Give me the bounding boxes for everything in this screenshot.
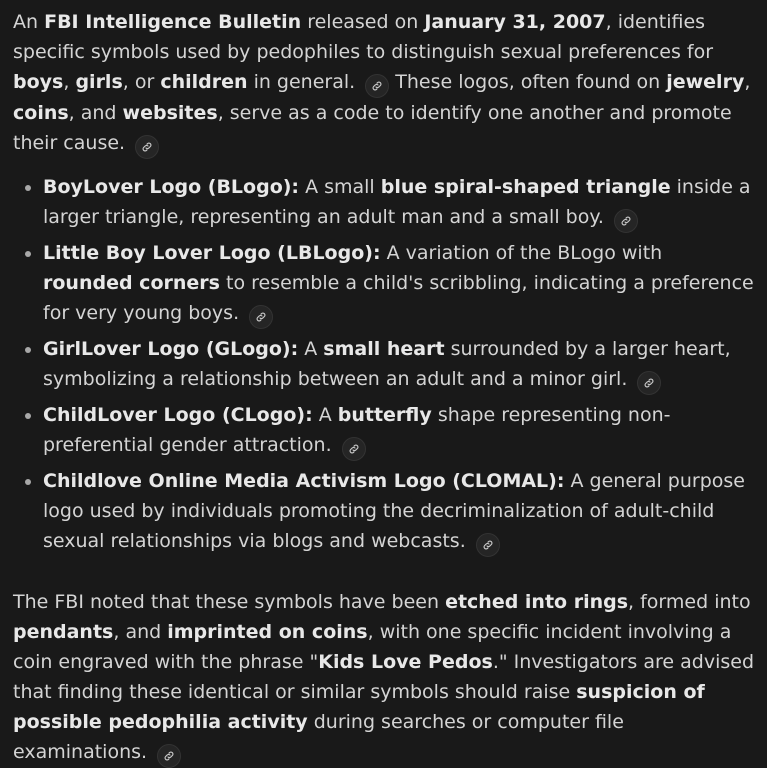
list-item (43, 238, 755, 329)
outro-text: during searches or computer file examinations. (13, 711, 624, 763)
list-item-label: ChildLover Logo (CLogo): (43, 404, 313, 426)
list-item-label: GirlLover Logo (GLogo): (43, 338, 299, 360)
citation-link-button[interactable] (157, 744, 181, 768)
list-item-text: A (298, 338, 324, 360)
bold-text: blue spiral-shaped triangle (380, 176, 671, 198)
list-item (43, 400, 755, 461)
link-icon (141, 141, 153, 153)
citation-link-button[interactable] (476, 533, 500, 557)
list-item-text: A small (299, 176, 381, 198)
link-icon (482, 539, 494, 551)
bold-text: jewelry (666, 71, 745, 93)
bold-text: children (160, 71, 248, 93)
intro-text: released on (301, 11, 425, 33)
outro-text: , formed into (628, 591, 751, 613)
intro-text: An (13, 11, 45, 33)
citation-link-button[interactable] (135, 135, 159, 159)
bold-text: coins (13, 102, 69, 124)
intro-text: in general. (247, 71, 362, 93)
logo-list (13, 172, 755, 557)
bold-text: rounded corners (43, 272, 220, 294)
list-item-text: surrounded by a larger heart, symbolizing a relationship between an adult and a minor girl. (43, 338, 731, 390)
bold-text: pendants (13, 621, 114, 643)
list-item-text: A (312, 404, 338, 426)
outro-text: ." Investigators are advised that finding these identical or similar symbols should raise (13, 651, 755, 703)
citation-link-button[interactable] (614, 209, 638, 233)
outro-text: , and (113, 621, 168, 643)
intro-text: , serve as a code to identify one another and promote their cause. (13, 102, 732, 154)
link-icon (255, 311, 267, 323)
bold-text: January 31, 2007 (424, 11, 606, 33)
citation-link-button[interactable] (342, 437, 366, 461)
intro-text: These logos, often found on (389, 71, 667, 93)
link-icon (371, 80, 383, 92)
list-item-label: BoyLover Logo (BLogo): (43, 176, 300, 198)
list-item-label: Childlove Online Media Activism Logo (CLOMAL): (43, 470, 565, 492)
intro-text: , and (68, 102, 123, 124)
outro-text: , with one specific incident involving a coin engraved with the phrase " (13, 621, 732, 673)
list-item (43, 466, 755, 557)
link-icon (620, 215, 632, 227)
bold-text: Kids Love Pedos (318, 651, 493, 673)
bold-text: small heart (323, 338, 445, 360)
intro-paragraph (13, 7, 755, 159)
list-item (43, 334, 755, 395)
intro-text: , (63, 71, 76, 93)
list-item-text: inside a larger triangle, representing an adult man and a small boy. (43, 176, 751, 228)
bold-text: suspicion of possible pedophilia activity (13, 681, 705, 733)
list-item-text: shape representing non-preferential gender attraction. (43, 404, 671, 456)
list-item (43, 172, 755, 233)
outro-paragraph (13, 587, 755, 768)
citation-link-button[interactable] (365, 74, 389, 98)
intro-text: , identifies specific symbols used by pedophiles to distinguish sexual preferences for (13, 11, 714, 63)
bold-text: FBI Intelligence Bulletin (44, 11, 302, 33)
list-item-text: to resemble a child's scribbling, indicating a preference for very young boys. (43, 272, 754, 324)
list-item-label: Little Boy Lover Logo (LBLogo): (43, 242, 381, 264)
link-icon (163, 750, 175, 762)
citation-link-button[interactable] (637, 371, 661, 395)
citation-link-button[interactable] (249, 305, 273, 329)
link-icon (348, 443, 360, 455)
bold-text: boys (13, 71, 64, 93)
bold-text: etched into rings (445, 591, 629, 613)
intro-text: , or (122, 71, 161, 93)
list-item-text: A general purpose logo used by individuals promoting the decriminalization of adult-child sexual relationships via blogs and webcasts. (43, 470, 745, 552)
bold-text: imprinted on coins (167, 621, 368, 643)
link-icon (643, 377, 655, 389)
bold-text: girls (75, 71, 123, 93)
bold-text: butterfly (337, 404, 432, 426)
list-item-text: A variation of the BLogo with (380, 242, 663, 264)
outro-text: The FBI noted that these symbols have been (13, 591, 446, 613)
intro-text: , (744, 71, 751, 93)
bold-text: websites (122, 102, 218, 124)
